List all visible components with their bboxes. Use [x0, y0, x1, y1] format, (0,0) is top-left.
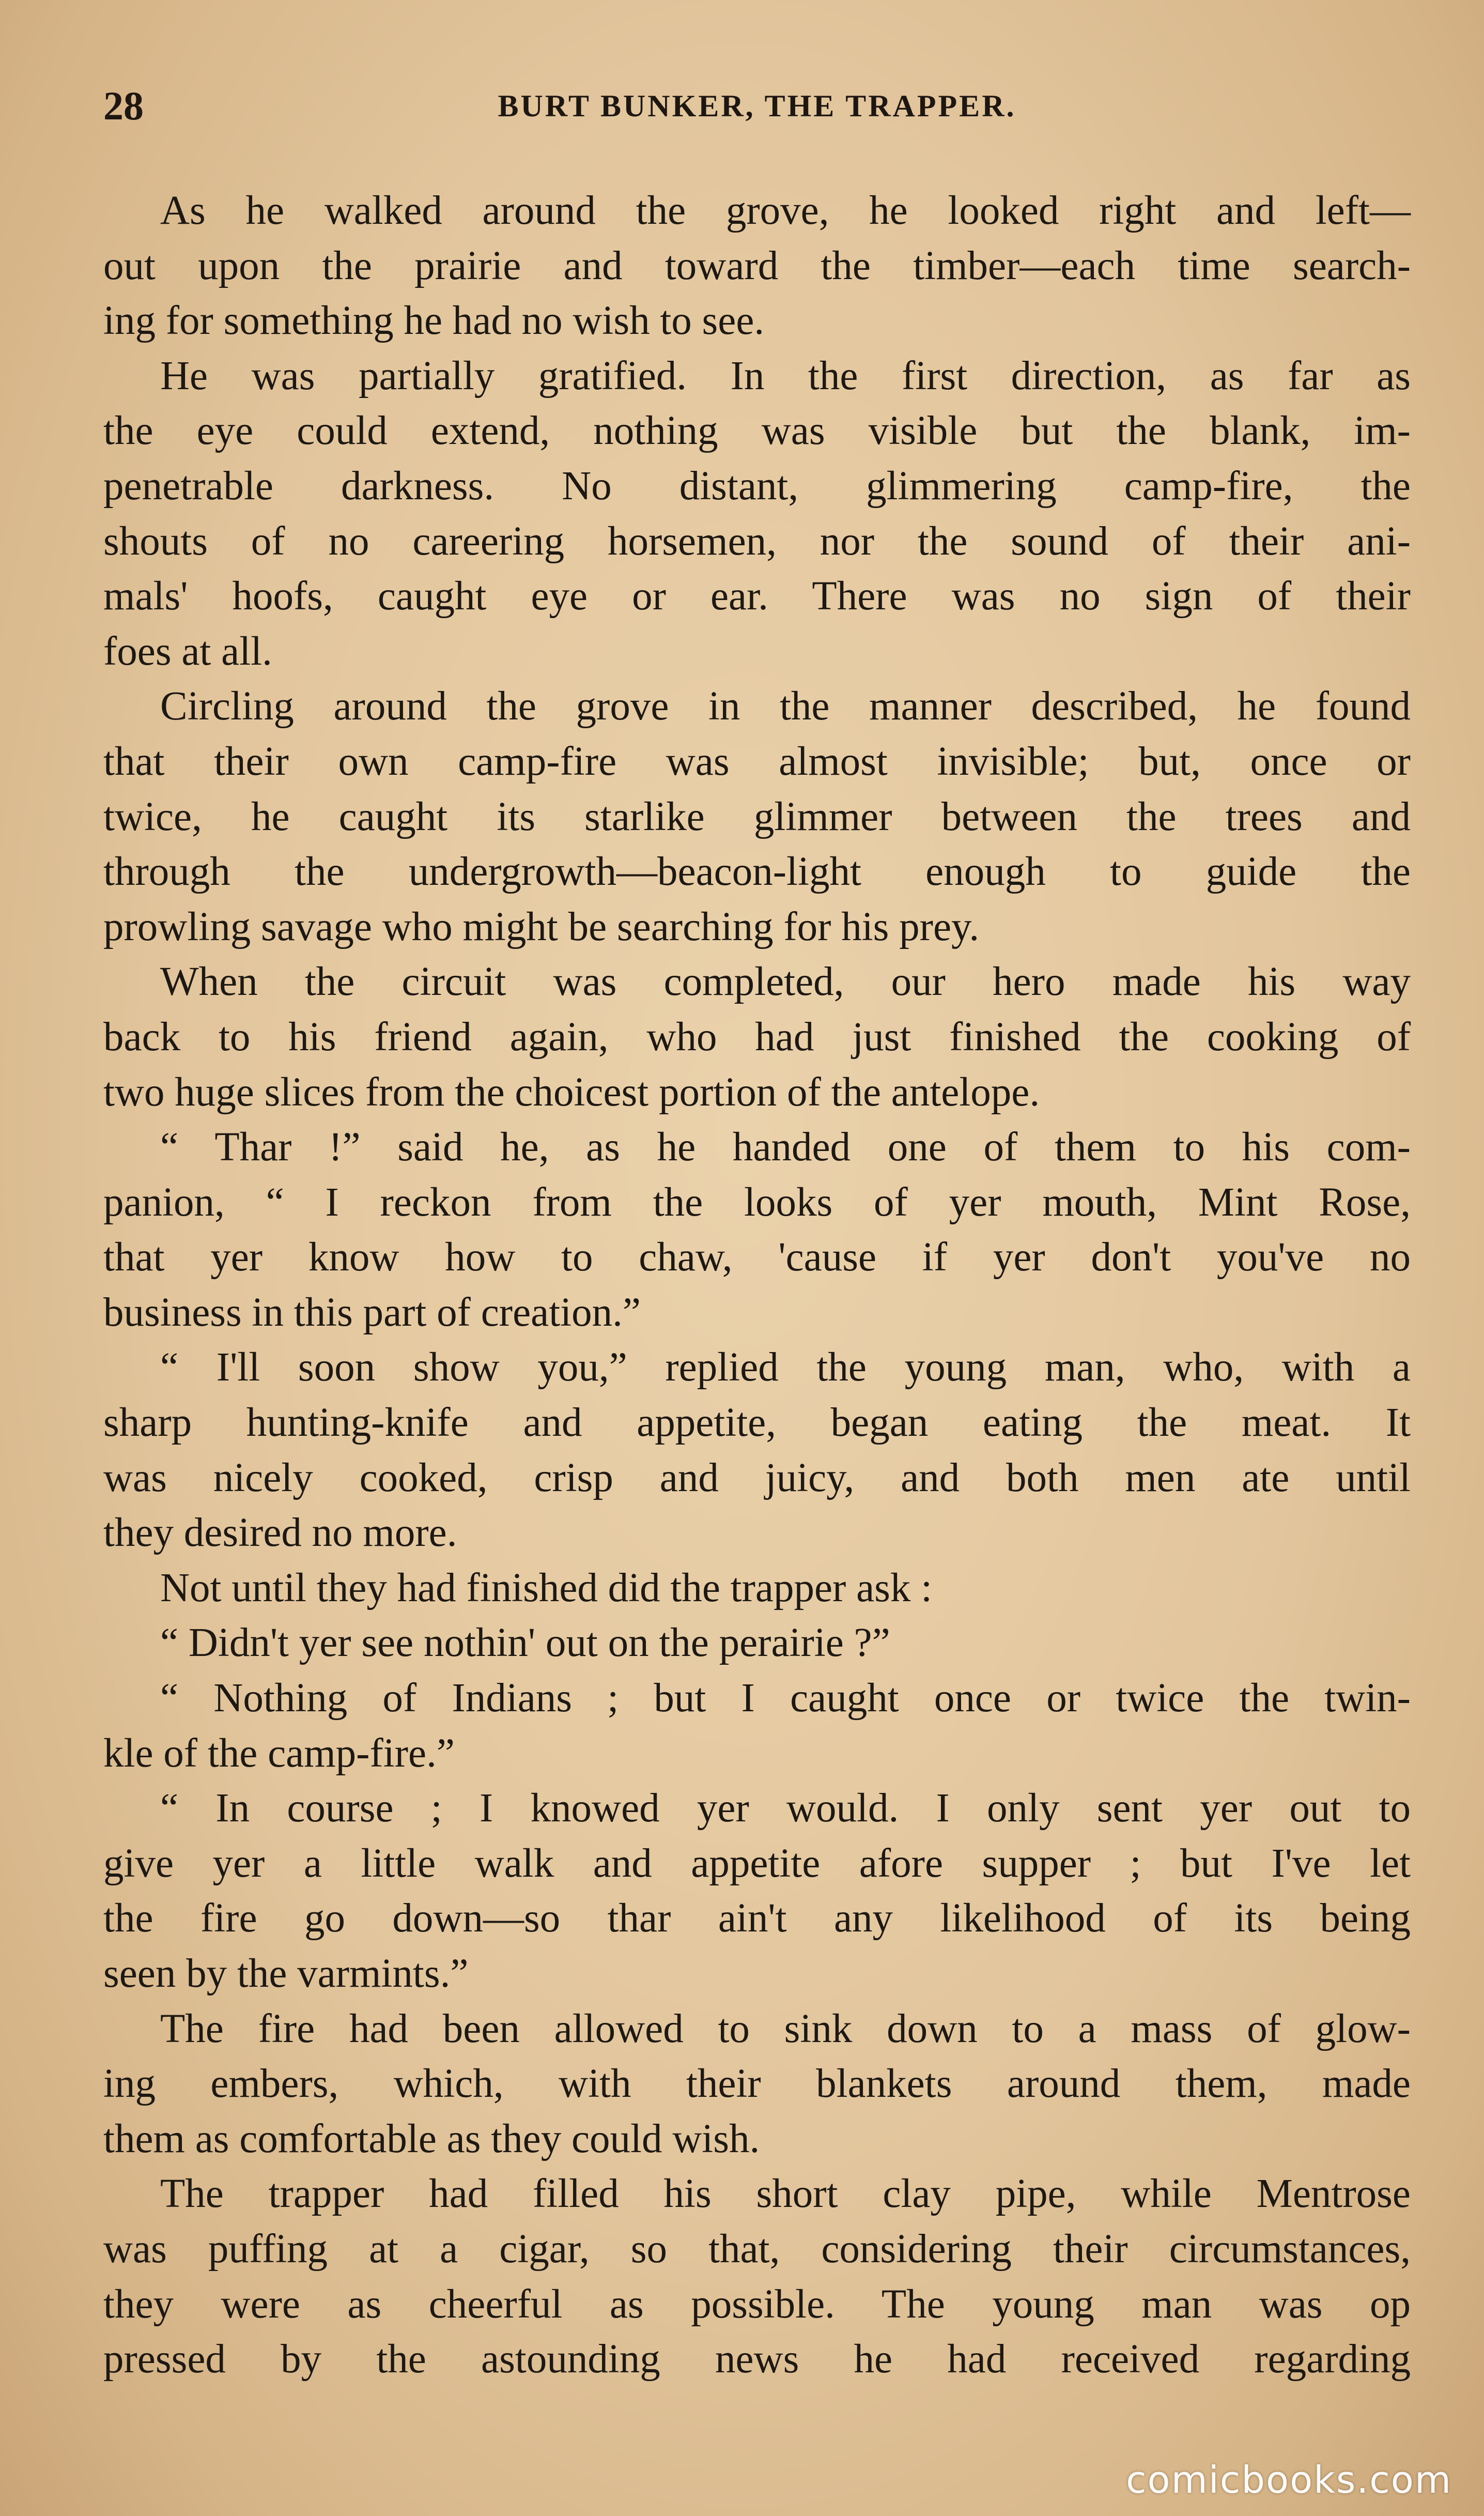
text-line: seen by the varmints.” — [103, 1951, 469, 1996]
text-line: back to his friend again, who had just finished the cooking of — [103, 1014, 1411, 1060]
text-line: prowling savage who might be searching for his prey. — [103, 904, 980, 949]
text-line: the fire go down—so thar ain't any likelihood of its being — [103, 1896, 1411, 1941]
text-line: they were as cheerful as possible. The young man was op — [103, 2281, 1411, 2327]
text-line: shouts of no careering horsemen, nor the sound of their ani- — [103, 518, 1411, 564]
text-line: He was partially gratified. In the first direction, as far as — [160, 353, 1411, 398]
text-line: business in this part of creation.” — [103, 1290, 641, 1335]
text-line: twice, he caught its starlike glimmer between the trees and — [103, 794, 1411, 839]
text-line: panion, “ I reckon from the looks of yer mouth, Mint Rose, — [103, 1179, 1411, 1225]
running-title: BURT BUNKER, THE TRAPPER. — [498, 89, 1016, 123]
text-line: that yer know how to chaw, 'cause if yer don't you've no — [103, 1235, 1411, 1280]
text-line: Not until they had finished did the trapper ask : — [160, 1565, 933, 1610]
text-line: out upon the prairie and toward the timber—each time search- — [103, 243, 1411, 288]
text-line: “ Didn't yer see nothin' out on the perairie ?” — [160, 1620, 890, 1666]
body-text — [103, 183, 1411, 2387]
text-line: that their own camp-fire was almost invisible; but, once or — [103, 739, 1411, 784]
text-line: them as comfortable as they could wish. — [103, 2116, 760, 2161]
text-line: sharp hunting-knife and appetite, began eating the meat. It — [103, 1400, 1411, 1446]
text-line: penetrable darkness. No distant, glimmering camp-fire, the — [103, 463, 1411, 509]
text-line: As he walked around the grove, he looked right and left— — [160, 188, 1411, 233]
text-line: two huge slices from the choicest portion of the antelope. — [103, 1069, 1040, 1115]
text-line: “ In course ; I knowed yer would. I only sent yer out to — [160, 1786, 1411, 1831]
text-line: “ I'll soon show you,” replied the young man, who, with a — [160, 1345, 1411, 1390]
page-header — [103, 78, 1411, 134]
text-line: through the undergrowth—beacon-light enough to guide the — [103, 849, 1411, 895]
text-line: When the circuit was completed, our hero made his way — [160, 959, 1411, 1005]
text-line: they desired no more. — [103, 1510, 457, 1556]
text-line: mals' hoofs, caught eye or ear. There was no sign of their — [103, 574, 1411, 619]
text-line: foes at all. — [103, 628, 272, 674]
text-line: give yer a little walk and appetite afore supper ; but I've let — [103, 1840, 1411, 1886]
text-line: Circling around the grove in the manner described, he found — [160, 684, 1411, 729]
text-line: was puffing at a cigar, so that, considering their circumstances, — [103, 2226, 1411, 2272]
text-line: “ Nothing of Indians ; but I caught once or twice the twin- — [160, 1676, 1411, 1721]
text-line: ing for something he had no wish to see. — [103, 298, 765, 344]
text-line: “ Thar !” said he, as he handed one of them to his com- — [160, 1125, 1411, 1170]
text-line: was nicely cooked, crisp and juicy, and both men ate until — [103, 1455, 1411, 1500]
text-line: kle of the camp-fire.” — [103, 1730, 455, 1776]
watermark: comicbooks.com — [1125, 2458, 1452, 2502]
text-line: The trapper had filled his short clay pipe, while Mentrose — [160, 2171, 1411, 2217]
text-line: The fire had been allowed to sink down to a mass of glow- — [160, 2006, 1411, 2051]
text-line: ing embers, which, with their blankets around them, made — [103, 2061, 1411, 2107]
page-number: 28 — [103, 83, 144, 128]
text-line: the eye could extend, nothing was visible but the blank, im- — [103, 408, 1411, 454]
text-line: pressed by the astounding news he had received regarding — [103, 2337, 1411, 2382]
